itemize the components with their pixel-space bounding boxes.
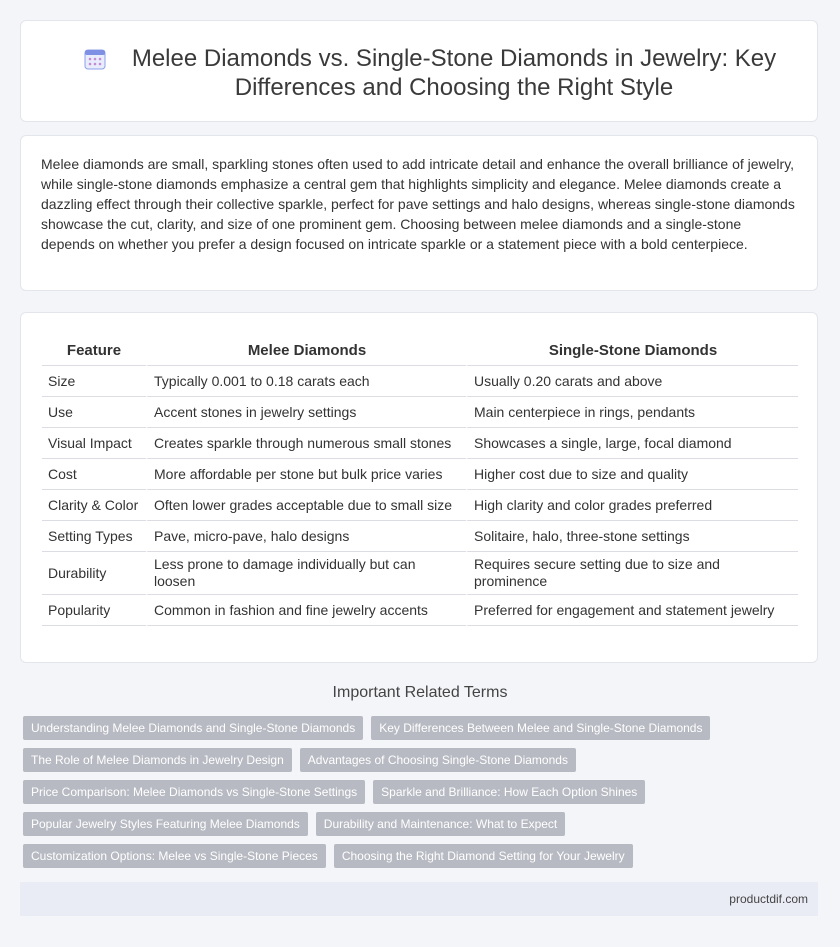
table-cell: Typically 0.001 to 0.18 carats each [146,366,466,397]
table-row [42,552,798,595]
table-row [42,521,798,552]
column-header: Single-Stone Diamonds [466,333,798,366]
table-row [42,366,798,397]
page-title: Melee Diamonds vs. Single-Stone Diamonds in Jewelry: Key Differences and Choosing the Right Style [131,45,777,101]
table-header-row [42,333,798,366]
related-tag[interactable]: Understanding Melee Diamonds and Single-Stone Diamonds [23,716,363,740]
related-tag[interactable]: Choosing the Right Diamond Setting for Your Jewelry [334,844,633,868]
comparison-card [20,312,818,663]
related-tag[interactable]: Customization Options: Melee vs Single-Stone Pieces [23,844,326,868]
related-tag[interactable]: Advantages of Choosing Single-Stone Diamonds [300,748,576,772]
related-tags [23,716,813,868]
feature-cell: Clarity & Color [42,490,146,521]
feature-cell: Setting Types [42,521,146,552]
table-cell: Main centerpiece in rings, pendants [466,397,798,428]
table-cell: Usually 0.20 carats and above [466,366,798,397]
footer-site: productdif.com [729,892,808,906]
footer [20,882,818,916]
table-cell: More affordable per stone but bulk price varies [146,459,466,490]
feature-cell: Durability [42,552,146,595]
table-cell: Less prone to damage individually but can loosen [146,552,466,595]
related-tag[interactable]: Key Differences Between Melee and Single-Stone Diamonds [371,716,710,740]
related-tag[interactable]: Price Comparison: Melee Diamonds vs Single-Stone Settings [23,780,365,804]
feature-cell: Size [42,366,146,397]
table-cell: Showcases a single, large, focal diamond [466,428,798,459]
related-tag[interactable]: The Role of Melee Diamonds in Jewelry Design [23,748,292,772]
table-row [42,459,798,490]
intro-paragraph: Melee diamonds are small, sparkling stones often used to add intricate detail and enhance the overall brilliance of jewelry, while single-stone diamonds emphasize a central gem that highlights simplicity and elegance. Melee diamonds create a dazzling effect through their collective sparkle, perfect for pave settings and halo designs, whereas single-stone diamonds showcase the cut, clarity, and size of one prominent gem. Choosing between melee diamonds and a single-stone depends on whether you prefer a design focused on intricate sparkle or a statement piece with a bold centerpiece. [41,156,795,252]
table-cell: Solitaire, halo, three-stone settings [466,521,798,552]
title-card [20,20,818,122]
table-cell: Accent stones in jewelry settings [146,397,466,428]
column-header: Feature [42,333,146,366]
table-row [42,490,798,521]
intro-card [20,135,818,291]
calendar-icon [83,47,107,71]
table-cell: Often lower grades acceptable due to small size [146,490,466,521]
feature-cell: Use [42,397,146,428]
table-cell: Preferred for engagement and statement jewelry [466,595,798,626]
comparison-table [42,333,798,626]
table-cell: Higher cost due to size and quality [466,459,798,490]
feature-cell: Popularity [42,595,146,626]
table-cell: Requires secure setting due to size and prominence [466,552,798,595]
table-cell: High clarity and color grades preferred [466,490,798,521]
column-header: Melee Diamonds [146,333,466,366]
related-heading: Important Related Terms [332,684,508,701]
related-tag[interactable]: Popular Jewelry Styles Featuring Melee Diamonds [23,812,308,836]
feature-cell: Cost [42,459,146,490]
table-row [42,397,798,428]
related-tag[interactable]: Sparkle and Brilliance: How Each Option Shines [373,780,645,804]
table-row [42,595,798,626]
table-cell: Creates sparkle through numerous small stones [146,428,466,459]
table-row [42,428,798,459]
feature-cell: Visual Impact [42,428,146,459]
table-cell: Pave, micro-pave, halo designs [146,521,466,552]
related-tag[interactable]: Durability and Maintenance: What to Expect [316,812,565,836]
table-cell: Common in fashion and fine jewelry accents [146,595,466,626]
